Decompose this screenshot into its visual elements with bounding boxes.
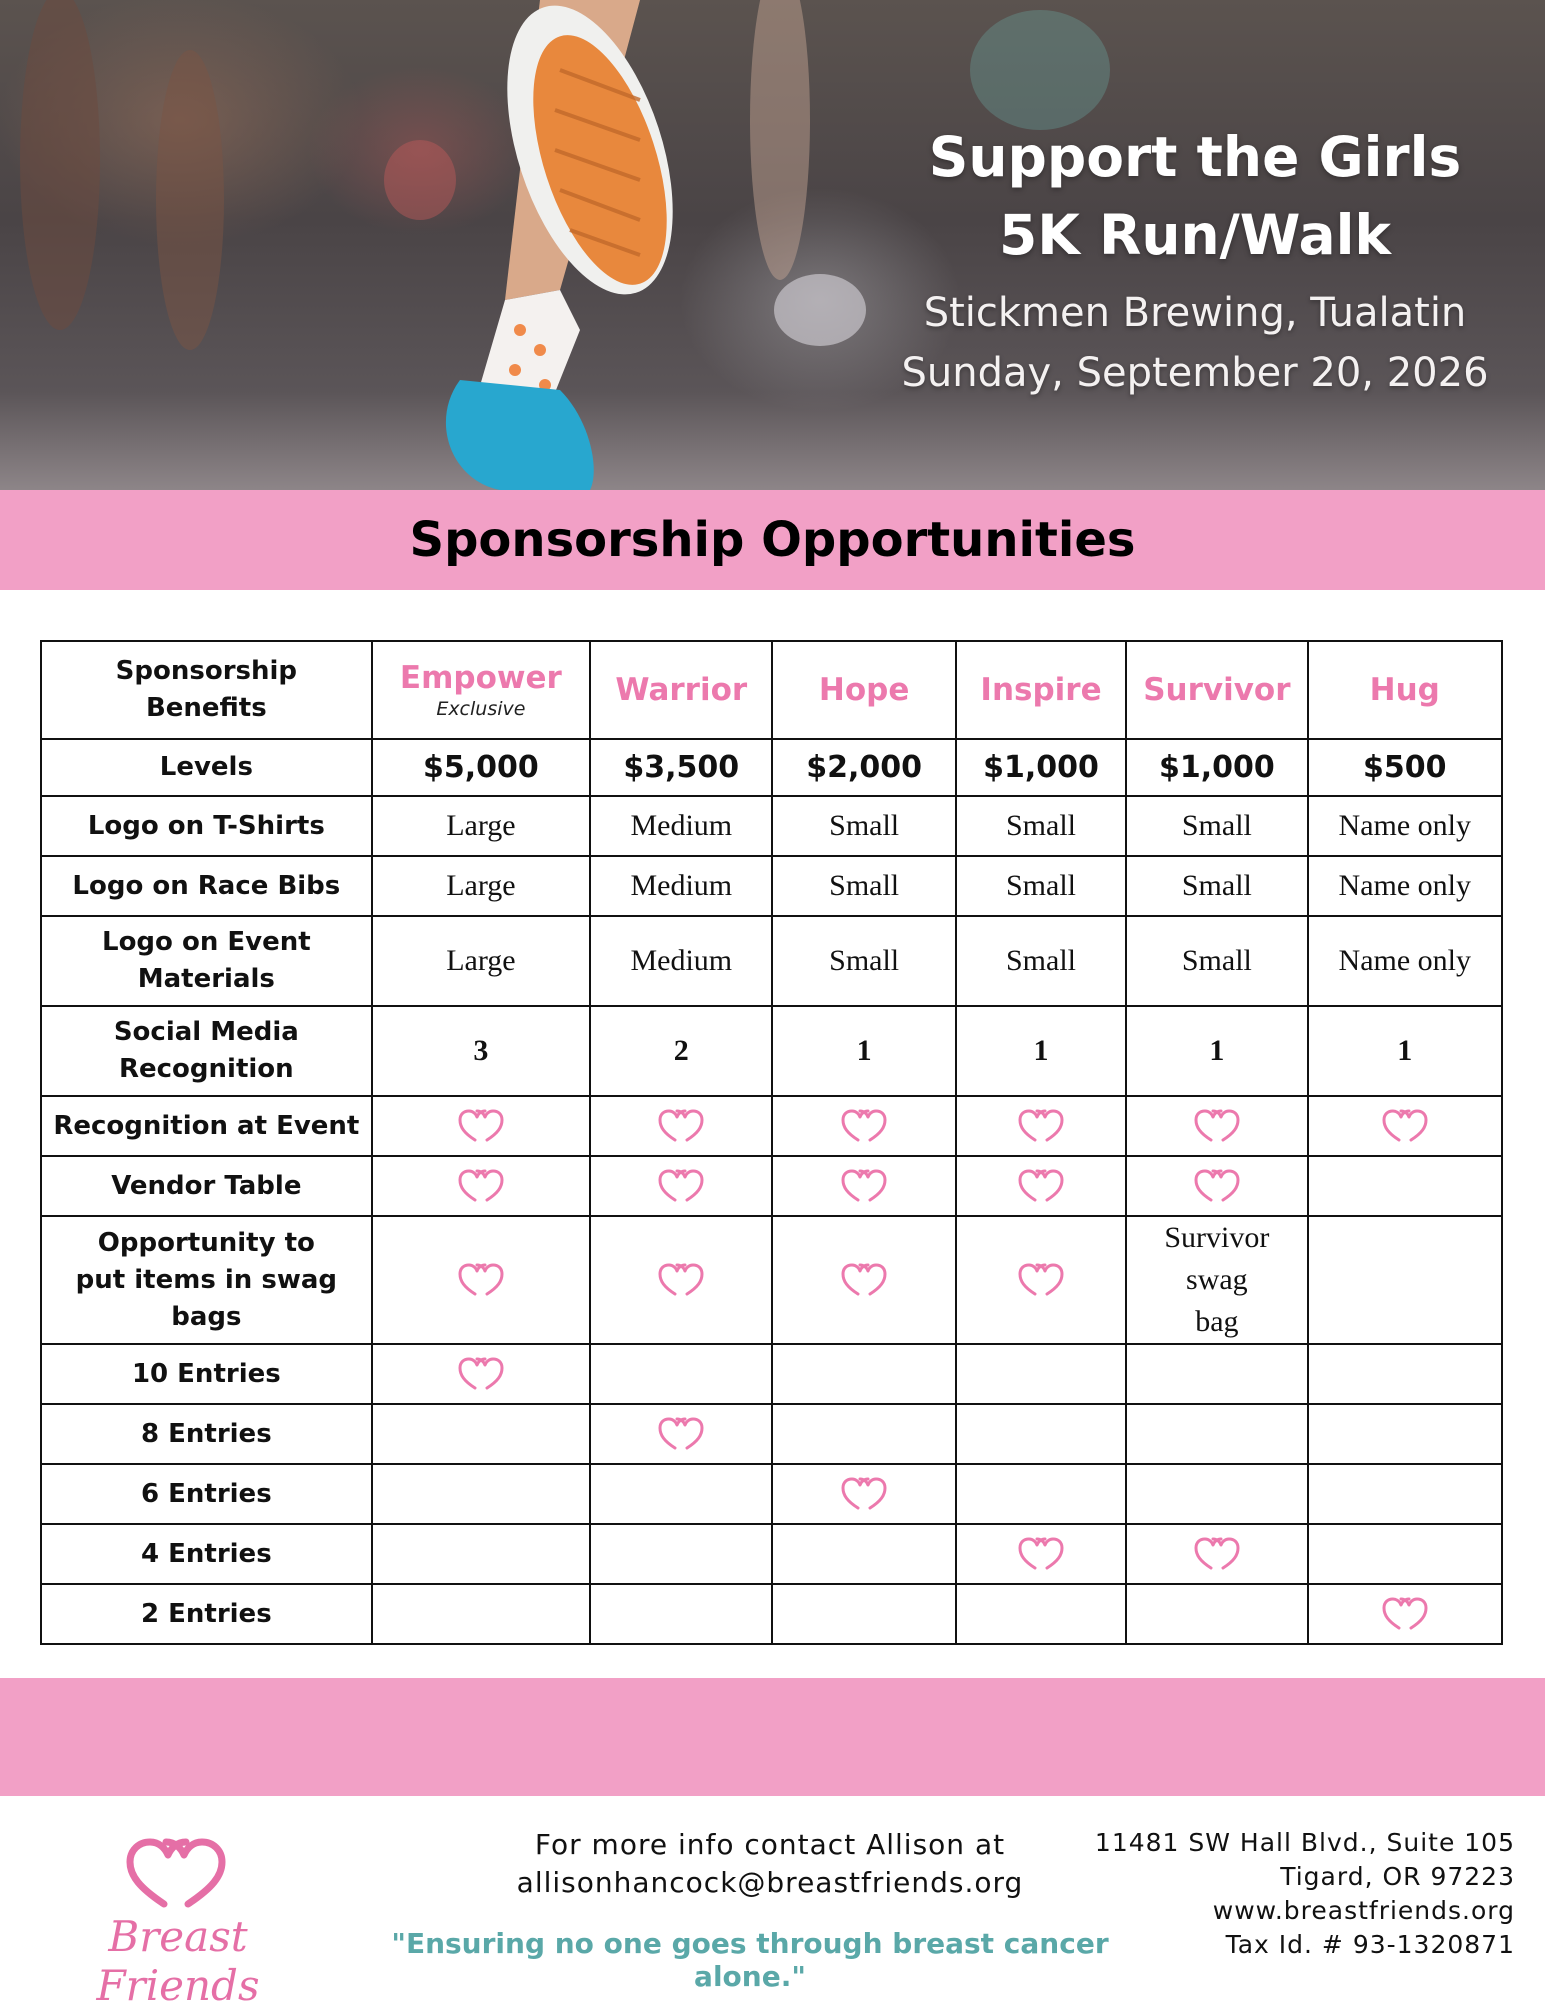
tier-note: Exclusive [436,698,526,720]
benefit-label: Logo on Race Bibs [41,856,372,916]
benefit-empty [372,1464,590,1524]
benefit-empty [956,1464,1126,1524]
tier-name: Empower [399,660,562,696]
double-heart-icon [1018,1263,1064,1297]
benefit-empty [956,1344,1126,1404]
benefit-empty [372,1584,590,1644]
breast-friends-logo [28,1838,328,2010]
double-heart-icon [1194,1109,1240,1143]
address-block [1080,1826,1515,1962]
benefit-empty [956,1404,1126,1464]
double-heart-icon [841,1263,887,1297]
benefit-empty [1308,1344,1502,1404]
double-heart-icon [658,1169,704,1203]
benefit-empty [372,1404,590,1464]
benefit-value: 1 [1126,1006,1307,1096]
benefit-value: Name only [1308,856,1502,916]
double-heart-icon [1194,1537,1240,1571]
event-date: Sunday, September 20, 2026 [901,350,1489,396]
benefit-value: Small [956,796,1126,856]
benefit-included [956,1216,1126,1344]
levels-label: Levels [41,739,372,796]
benefit-included [590,1404,772,1464]
benefit-value: Survivor swag bag [1126,1216,1307,1344]
benefit-label: Logo on Event Materials [41,916,372,1006]
levels-row [41,739,1502,796]
benefit-included [372,1096,590,1156]
benefit-empty [1308,1156,1502,1216]
tier-price: $2,000 [772,739,955,796]
hero-banner [0,0,1545,490]
benefit-included [590,1096,772,1156]
benefit-included [590,1216,772,1344]
table-row [41,796,1502,856]
double-heart-icon [458,1109,504,1143]
benefit-value: Medium [590,796,772,856]
double-heart-icon [841,1477,887,1511]
benefit-value: 3 [372,1006,590,1096]
benefit-empty [1126,1584,1307,1644]
benefit-empty [772,1344,955,1404]
benefit-label: 6 Entries [41,1464,372,1524]
tax-id: Tax Id. # 93-1320871 [1225,1930,1515,1959]
table-row [41,1524,1502,1584]
benefit-label: Opportunity to put items in swag bags [41,1216,372,1344]
double-heart-icon [658,1109,704,1143]
benefit-value: Small [772,916,955,1006]
table-row [41,1344,1502,1404]
benefit-value: Small [1126,916,1307,1006]
tier-price: $1,000 [956,739,1126,796]
benefit-empty [590,1344,772,1404]
double-heart-icon [658,1417,704,1451]
benefit-value: Medium [590,856,772,916]
address-city: Tigard, OR 97223 [1280,1862,1515,1891]
benefit-included [372,1156,590,1216]
benefit-included [772,1096,955,1156]
table-row [41,1404,1502,1464]
benefit-empty [956,1584,1126,1644]
benefit-empty [772,1404,955,1464]
double-heart-icon [841,1169,887,1203]
benefit-value: Small [772,796,955,856]
section-banner [0,490,1545,590]
double-heart-icon [841,1109,887,1143]
contact-info [490,1826,1050,1902]
benefit-label: Recognition at Event [41,1096,372,1156]
benefit-label: Social Media Recognition [41,1006,372,1096]
double-heart-icon [1018,1109,1064,1143]
benefit-label: Vendor Table [41,1156,372,1216]
benefit-included [1308,1584,1502,1644]
tier-hug: Hug [1308,641,1502,739]
benefit-empty [1308,1404,1502,1464]
benefit-included [956,1096,1126,1156]
benefit-included [372,1216,590,1344]
event-title [880,118,1510,274]
benefit-empty [1308,1216,1502,1344]
benefit-empty [1126,1344,1307,1404]
event-title-line1: Support the Girls [928,125,1462,189]
benefit-value: 1 [1308,1006,1502,1096]
benefit-empty [772,1524,955,1584]
benefit-empty [590,1464,772,1524]
address-street: 11481 SW Hall Blvd., Suite 105 [1094,1828,1515,1857]
benefit-empty [1308,1524,1502,1584]
benefit-value: Small [956,916,1126,1006]
tier-price: $3,500 [590,739,772,796]
double-heart-icon [1382,1109,1428,1143]
benefit-included [1126,1156,1307,1216]
benefit-included [1308,1096,1502,1156]
table-row [41,1006,1502,1096]
tagline: "Ensuring no one goes through breast cancer alone." [391,1927,1109,1993]
double-heart-icon [1018,1537,1064,1571]
double-heart-icon [1194,1169,1240,1203]
benefit-included [590,1156,772,1216]
benefit-value: Name only [1308,796,1502,856]
benefit-included [1126,1524,1307,1584]
benefit-value: Small [772,856,955,916]
tier-survivor: Survivor [1126,641,1307,739]
table-row [41,1096,1502,1156]
corner-header: Sponsorship Benefits [41,641,372,739]
tier-warrior: Warrior [590,641,772,739]
benefit-rows [41,796,1502,1644]
table-row [41,856,1502,916]
event-venue: Stickmen Brewing, Tualatin [923,290,1467,336]
tier-price: $5,000 [372,739,590,796]
section-heading: Sponsorship Opportunities [409,512,1136,568]
tier-header-row [41,641,1502,739]
table-row [41,1584,1502,1644]
tier-price: $1,000 [1126,739,1307,796]
double-heart-icon [658,1263,704,1297]
tier-price: $500 [1308,739,1502,796]
benefit-label: Logo on T-Shirts [41,796,372,856]
benefit-included [956,1156,1126,1216]
benefit-empty [1126,1464,1307,1524]
benefit-value: Small [1126,796,1307,856]
benefit-value: Medium [590,916,772,1006]
benefit-value: Large [372,856,590,916]
benefit-value: 1 [956,1006,1126,1096]
benefit-included [772,1464,955,1524]
double-heart-icon [458,1169,504,1203]
benefit-value: Name only [1308,916,1502,1006]
benefit-label: 10 Entries [41,1344,372,1404]
benefit-value: Small [1126,856,1307,916]
benefit-included [956,1524,1126,1584]
benefit-value: Large [372,796,590,856]
tier-empower [372,641,590,739]
contact-email[interactable]: allisonhancock@breastfriends.org [516,1866,1024,1899]
benefit-value: Large [372,916,590,1006]
benefit-empty [772,1584,955,1644]
double-heart-icon [1018,1169,1064,1203]
sponsorship-table [40,640,1503,1645]
benefit-included [772,1216,955,1344]
benefit-value: 1 [772,1006,955,1096]
footer-banner [0,1678,1545,1796]
tier-hope: Hope [772,641,955,739]
website-link[interactable]: www.breastfriends.org [1212,1896,1515,1925]
double-heart-icon [458,1357,504,1391]
table-row [41,1216,1502,1344]
benefit-included [372,1344,590,1404]
logo-text: Breast Friends [96,1912,260,2010]
benefit-value: Small [956,856,1126,916]
benefit-empty [590,1524,772,1584]
benefit-empty [1126,1404,1307,1464]
benefit-included [1126,1096,1307,1156]
double-heart-icon [126,1838,226,1910]
event-title-line2: 5K Run/Walk [998,203,1392,267]
table-row [41,1156,1502,1216]
contact-line: For more info contact Allison at [534,1828,1006,1861]
benefit-empty [372,1524,590,1584]
double-heart-icon [1382,1597,1428,1631]
benefit-label: 4 Entries [41,1524,372,1584]
double-heart-icon [458,1263,504,1297]
tier-inspire: Inspire [956,641,1126,739]
benefit-empty [590,1584,772,1644]
benefit-value: 2 [590,1006,772,1096]
benefit-label: 8 Entries [41,1404,372,1464]
benefit-included [772,1156,955,1216]
benefit-label: 2 Entries [41,1584,372,1644]
benefit-empty [1308,1464,1502,1524]
table-row [41,1464,1502,1524]
table-row [41,916,1502,1006]
